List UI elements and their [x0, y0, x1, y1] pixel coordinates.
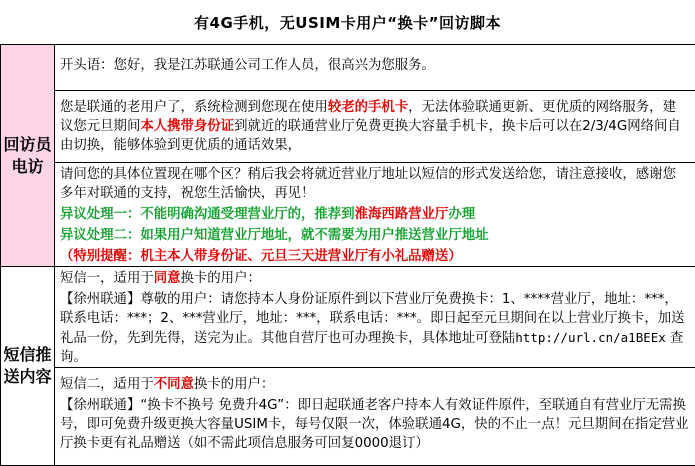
sms1-url: http://url.cn/a1BEEx — [515, 330, 666, 345]
body-cell — [55, 91, 695, 163]
sms2-heading-post: 换卡的用户： — [194, 377, 274, 392]
sms2-heading — [55, 368, 695, 394]
body-row — [1, 91, 695, 163]
body-part3: 到就近的联通营业厅免费更换大容量手机卡，换卡后可以在2/3/4G网络间自由切换，能够体验到更优质的通话效果， — [60, 119, 681, 153]
body-highlight-id-card: 本人携带身份证 — [140, 119, 234, 134]
callback-label — [1, 45, 55, 267]
sms2-cell — [55, 368, 695, 466]
opening-text: 开头语：您好，我是江苏联通公司工作人员，很高兴为您服务。 — [55, 45, 695, 75]
script-table — [0, 44, 695, 466]
body-part2: ，无法体验联通更新、更优质的网络服务，建议您元旦期间 — [60, 100, 676, 134]
body-text — [55, 91, 695, 155]
body-part1: 您是联通的老用户了，系统检测到您现在使用 — [60, 100, 328, 115]
sms1-heading-agree: 同意 — [154, 271, 181, 286]
callback-label-line1: 回访员 — [1, 134, 54, 156]
sms2-body: 【徐州联通】“换卡不换号 免费升4G”：即日起联通老客户持本人有效证件原件，至联通自有营业厅无需换号，即可免费升级更换大容量USIM卡，每号仅限一次，体验联通4G，快的不止一点！元旦期间在指定营业厅换卡更有礼品赠送（如不需此项信息服务可回复0000退订） — [55, 394, 695, 453]
body-highlight-old-card: 较老的手机卡 — [328, 100, 408, 115]
objection-one-place: 淮海西路营业厅 — [355, 207, 449, 222]
ask-text: 请问您的具体位置现在哪个区？稍后我会将就近营业厅地址以短信的形式发送给您，请注意接收，感谢您多年对联通的支持，祝您生活愉快，再见！ — [55, 163, 695, 203]
sms1-heading-post: 换卡的用户： — [181, 271, 261, 286]
sms2-heading-disagree: 不同意 — [154, 377, 194, 392]
ask-cell — [55, 163, 695, 267]
objection-one — [55, 203, 695, 224]
special-reminder: （特别提醒：机主本人带身份证、元旦三天进营业厅有小礼品赠送） — [55, 245, 695, 266]
sms-label-box — [1, 344, 54, 388]
objection-two: 异议处理二：如果用户知道营业厅地址，就不需要为用户推送营业厅地址 — [55, 224, 695, 245]
sms-label-line2: 送内容 — [1, 366, 54, 388]
ask-row — [1, 163, 695, 267]
objection-one-prefix: 异议处理一：不能明确沟通受理营业厅的，推荐到 — [60, 207, 355, 222]
sms1-heading-pre: 短信一，适用于 — [60, 271, 154, 286]
opening-row — [1, 45, 695, 91]
document-title: 有4G手机，无USIM卡用户“换卡”回访脚本 — [0, 0, 695, 44]
sms2-row — [1, 368, 695, 466]
sms-label — [1, 267, 55, 466]
sms1-row — [1, 267, 695, 368]
sms1-cell — [55, 267, 695, 368]
sms2-heading-pre: 短信二，适用于 — [60, 377, 154, 392]
sms1-heading — [55, 267, 695, 288]
sms1-body — [55, 288, 695, 367]
opening-cell — [55, 45, 695, 91]
sms1-body-text: 【徐州联通】尊敬的用户：请您持本人身份证原件到以下营业厅免费换卡：1、****营业厅，地址：***，联系电话：***；2、***营业厅，地址：***，联系电话：***。即日起至元旦期间在以上营业厅换卡，加送礼品一份，先到先得，送完为止。其他自营厅也可办理换卡，具体地址可登陆 — [60, 292, 685, 346]
sms1-tail: 查询。 — [60, 331, 683, 365]
objection-one-suffix: 办理 — [448, 207, 475, 222]
callback-label-line2: 电访 — [1, 156, 54, 178]
sms-label-line1: 短信推 — [1, 344, 54, 366]
